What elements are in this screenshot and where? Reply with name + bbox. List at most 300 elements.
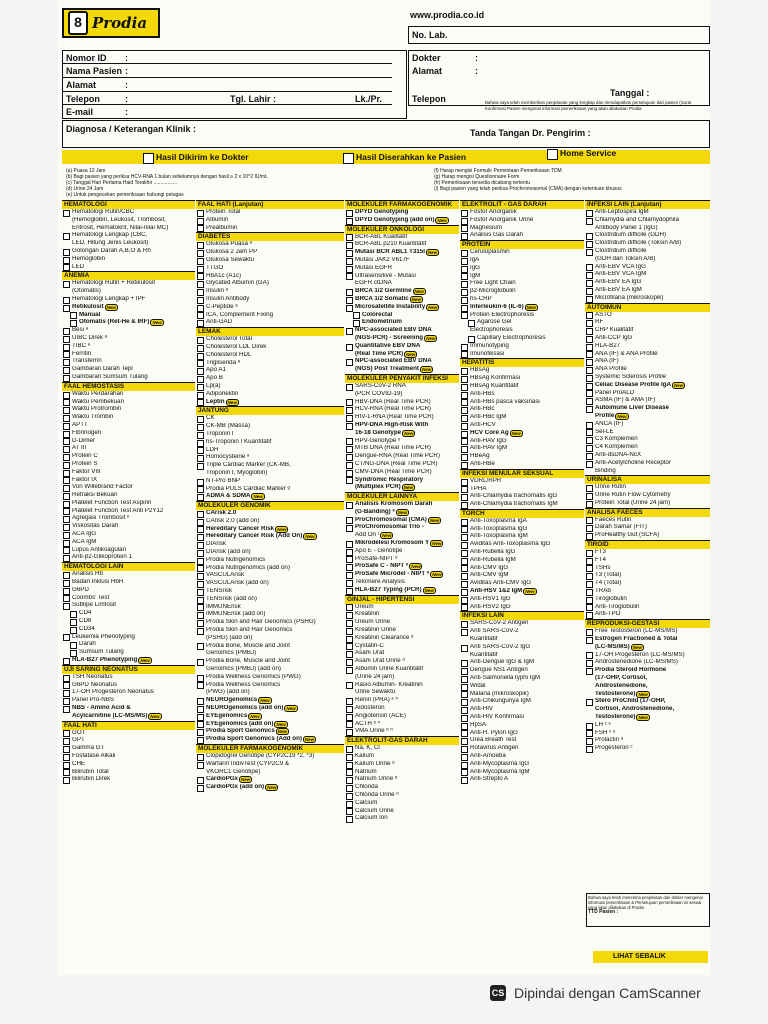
- test-checkbox[interactable]: [461, 668, 468, 675]
- test-item[interactable]: [62, 689, 195, 697]
- test-item[interactable]: [196, 753, 344, 761]
- test-item[interactable]: [62, 312, 195, 320]
- no-lab-field[interactable]: [408, 26, 710, 44]
- test-item[interactable]: [62, 296, 195, 304]
- test-checkbox[interactable]: [586, 525, 593, 532]
- test-checkbox[interactable]: [461, 550, 468, 557]
- test-item[interactable]: [460, 698, 584, 706]
- test-item[interactable]: [585, 628, 710, 636]
- test-checkbox[interactable]: [197, 250, 204, 257]
- test-item[interactable]: [585, 468, 710, 476]
- test-checkbox[interactable]: [461, 376, 468, 383]
- test-item[interactable]: [345, 501, 459, 509]
- test-checkbox[interactable]: [461, 699, 468, 706]
- test-item[interactable]: [345, 249, 459, 257]
- test-item[interactable]: [345, 327, 459, 335]
- test-item[interactable]: [585, 659, 710, 667]
- test-checkbox[interactable]: [461, 715, 468, 722]
- test-checkbox[interactable]: [197, 628, 204, 635]
- test-checkbox[interactable]: [461, 446, 468, 453]
- test-checkbox[interactable]: [346, 415, 353, 422]
- test-checkbox[interactable]: [346, 407, 353, 414]
- test-checkbox[interactable]: [461, 407, 468, 414]
- test-item[interactable]: [345, 800, 459, 808]
- test-checkbox[interactable]: [197, 659, 204, 666]
- test-item[interactable]: [585, 413, 710, 421]
- test-item[interactable]: [196, 643, 344, 651]
- test-item[interactable]: [345, 319, 459, 327]
- test-item[interactable]: [345, 414, 459, 422]
- test-item[interactable]: [460, 257, 584, 265]
- test-item[interactable]: [345, 280, 459, 288]
- test-checkbox[interactable]: [63, 698, 70, 705]
- test-checkbox[interactable]: [461, 769, 468, 776]
- test-item[interactable]: [196, 518, 344, 526]
- test-item[interactable]: [460, 541, 584, 549]
- test-item[interactable]: [460, 706, 584, 714]
- test-checkbox[interactable]: [346, 785, 353, 792]
- test-item[interactable]: [345, 296, 459, 304]
- test-checkbox[interactable]: [197, 320, 204, 327]
- test-item[interactable]: [585, 225, 710, 233]
- test-item[interactable]: [460, 580, 584, 588]
- test-item[interactable]: [585, 492, 710, 500]
- test-checkbox[interactable]: [586, 637, 593, 644]
- test-item[interactable]: [62, 697, 195, 705]
- test-item[interactable]: [585, 335, 710, 343]
- test-item[interactable]: [460, 683, 584, 691]
- home-service-option[interactable]: [546, 148, 616, 160]
- test-item[interactable]: [585, 397, 710, 405]
- test-checkbox[interactable]: [461, 415, 468, 422]
- test-checkbox[interactable]: [197, 463, 204, 470]
- test-item[interactable]: [460, 406, 584, 414]
- test-item[interactable]: [62, 358, 195, 366]
- test-checkbox[interactable]: [346, 454, 353, 461]
- test-item[interactable]: [585, 706, 710, 714]
- test-checkbox[interactable]: [586, 573, 593, 580]
- test-item[interactable]: [196, 241, 344, 249]
- test-checkbox[interactable]: [63, 423, 70, 430]
- test-item[interactable]: [460, 557, 584, 565]
- test-item[interactable]: [345, 769, 459, 777]
- test-checkbox[interactable]: [586, 485, 593, 492]
- test-item[interactable]: [460, 565, 584, 573]
- test-item[interactable]: [345, 689, 459, 697]
- test-item[interactable]: [196, 721, 344, 729]
- test-item[interactable]: [62, 461, 195, 469]
- test-checkbox[interactable]: [586, 668, 593, 675]
- test-checkbox[interactable]: [461, 519, 468, 526]
- test-checkbox[interactable]: [63, 634, 70, 641]
- test-checkbox[interactable]: [63, 297, 70, 304]
- test-item[interactable]: [585, 287, 710, 295]
- test-checkbox[interactable]: [346, 682, 353, 689]
- test-checkbox[interactable]: [461, 558, 468, 565]
- test-checkbox[interactable]: [63, 762, 70, 769]
- test-checkbox[interactable]: [63, 690, 70, 697]
- test-checkbox[interactable]: [197, 305, 204, 312]
- test-checkbox[interactable]: [63, 746, 70, 753]
- test-item[interactable]: [196, 383, 344, 391]
- test-checkbox[interactable]: [197, 440, 204, 447]
- test-item[interactable]: [345, 745, 459, 753]
- test-checkbox[interactable]: [63, 438, 70, 445]
- test-checkbox[interactable]: [586, 437, 593, 444]
- test-checkbox[interactable]: [346, 399, 353, 406]
- test-item[interactable]: [585, 714, 710, 722]
- test-item[interactable]: [460, 549, 584, 557]
- test-item[interactable]: [62, 248, 195, 256]
- test-checkbox[interactable]: [461, 250, 468, 257]
- test-checkbox[interactable]: [468, 336, 475, 343]
- test-item[interactable]: [62, 547, 195, 555]
- test-checkbox[interactable]: [197, 612, 204, 619]
- test-item[interactable]: [345, 469, 459, 477]
- test-item[interactable]: [345, 697, 459, 705]
- test-item[interactable]: [196, 273, 344, 281]
- test-checkbox[interactable]: [346, 651, 353, 658]
- test-item[interactable]: [345, 422, 459, 430]
- test-checkbox[interactable]: [586, 210, 593, 217]
- test-checkbox[interactable]: [586, 233, 593, 240]
- test-item[interactable]: [196, 635, 344, 643]
- test-checkbox[interactable]: [346, 762, 353, 769]
- test-checkbox[interactable]: [461, 266, 468, 273]
- test-checkbox[interactable]: [461, 225, 468, 232]
- test-item[interactable]: [460, 399, 584, 407]
- test-item[interactable]: [345, 445, 459, 453]
- test-item[interactable]: [196, 769, 344, 777]
- test-item[interactable]: [196, 447, 344, 455]
- test-item[interactable]: [345, 391, 459, 399]
- test-item[interactable]: [585, 565, 710, 573]
- test-checkbox[interactable]: [197, 337, 204, 344]
- test-checkbox[interactable]: [346, 808, 353, 815]
- test-checkbox[interactable]: [63, 470, 70, 477]
- test-checkbox[interactable]: [461, 494, 468, 501]
- test-checkbox[interactable]: [63, 344, 70, 351]
- test-checkbox[interactable]: [461, 462, 468, 469]
- test-item[interactable]: [62, 587, 195, 595]
- test-checkbox[interactable]: [461, 273, 468, 280]
- test-checkbox[interactable]: [346, 446, 353, 453]
- test-item[interactable]: [196, 296, 344, 304]
- test-checkbox[interactable]: [63, 485, 70, 492]
- test-checkbox[interactable]: [197, 714, 204, 721]
- test-item[interactable]: [196, 265, 344, 273]
- test-item[interactable]: [345, 548, 459, 556]
- test-item[interactable]: [345, 532, 459, 540]
- test-checkbox[interactable]: [346, 612, 353, 619]
- test-checkbox[interactable]: [346, 769, 353, 776]
- test-item[interactable]: [345, 358, 459, 366]
- test-checkbox[interactable]: [461, 479, 468, 486]
- test-checkbox[interactable]: [353, 312, 360, 319]
- test-checkbox[interactable]: [586, 746, 593, 753]
- test-item[interactable]: [345, 611, 459, 619]
- test-checkbox[interactable]: [197, 225, 204, 232]
- test-checkbox[interactable]: [197, 210, 204, 217]
- test-item[interactable]: [585, 248, 710, 256]
- test-checkbox[interactable]: [63, 210, 70, 217]
- test-checkbox[interactable]: [586, 629, 593, 636]
- test-checkbox[interactable]: [346, 556, 353, 563]
- test-checkbox[interactable]: [63, 367, 70, 374]
- test-checkbox[interactable]: [63, 351, 70, 358]
- test-checkbox[interactable]: [197, 273, 204, 280]
- test-checkbox[interactable]: [586, 328, 593, 335]
- test-checkbox[interactable]: [586, 517, 593, 524]
- test-item[interactable]: [196, 304, 344, 312]
- test-item[interactable]: [62, 508, 195, 516]
- test-item[interactable]: [345, 619, 459, 627]
- test-item[interactable]: [460, 620, 584, 628]
- test-item[interactable]: [62, 256, 195, 264]
- test-checkbox[interactable]: [197, 297, 204, 304]
- test-item[interactable]: [196, 572, 344, 580]
- test-item[interactable]: [196, 697, 344, 705]
- test-item[interactable]: [585, 279, 710, 287]
- test-checkbox[interactable]: [461, 581, 468, 588]
- test-checkbox[interactable]: [346, 470, 353, 477]
- test-item[interactable]: [585, 722, 710, 730]
- test-item[interactable]: [585, 256, 710, 264]
- test-item[interactable]: [345, 792, 459, 800]
- test-item[interactable]: [460, 478, 584, 486]
- test-checkbox[interactable]: [586, 581, 593, 588]
- test-item[interactable]: [196, 209, 344, 217]
- test-checkbox[interactable]: [197, 432, 204, 439]
- test-item[interactable]: [585, 549, 710, 557]
- test-checkbox[interactable]: [346, 659, 353, 666]
- test-item[interactable]: [585, 319, 710, 327]
- test-checkbox[interactable]: [461, 281, 468, 288]
- test-item[interactable]: [460, 383, 584, 391]
- test-item[interactable]: [345, 383, 459, 391]
- test-checkbox[interactable]: [197, 455, 204, 462]
- test-checkbox[interactable]: [63, 281, 70, 288]
- test-item[interactable]: [585, 217, 710, 225]
- test-checkbox[interactable]: [346, 729, 353, 736]
- test-item[interactable]: [196, 352, 344, 360]
- test-item[interactable]: [62, 634, 195, 642]
- test-checkbox[interactable]: [63, 508, 70, 515]
- test-item[interactable]: [345, 524, 459, 532]
- test-checkbox[interactable]: [346, 721, 353, 728]
- test-checkbox[interactable]: [586, 359, 593, 366]
- test-checkbox[interactable]: [70, 650, 77, 657]
- test-checkbox[interactable]: [461, 312, 468, 319]
- test-checkbox[interactable]: [197, 558, 204, 565]
- test-item[interactable]: [196, 360, 344, 368]
- test-checkbox[interactable]: [346, 517, 353, 524]
- test-item[interactable]: [460, 217, 584, 225]
- test-item[interactable]: [345, 257, 459, 265]
- test-checkbox[interactable]: [586, 612, 593, 619]
- test-checkbox[interactable]: [353, 320, 360, 327]
- test-checkbox[interactable]: [346, 706, 353, 713]
- test-checkbox[interactable]: [197, 447, 204, 454]
- test-item[interactable]: [196, 604, 344, 612]
- test-item[interactable]: [460, 753, 584, 761]
- test-checkbox[interactable]: [63, 249, 70, 256]
- test-item[interactable]: [62, 753, 195, 761]
- test-checkbox[interactable]: [346, 588, 353, 595]
- test-item[interactable]: [196, 736, 344, 744]
- test-checkbox[interactable]: [586, 344, 593, 351]
- test-checkbox[interactable]: [586, 550, 593, 557]
- test-checkbox[interactable]: [586, 699, 593, 706]
- test-item[interactable]: [62, 705, 195, 713]
- checkbox[interactable]: [343, 153, 354, 164]
- test-checkbox[interactable]: [461, 218, 468, 225]
- test-checkbox[interactable]: [461, 534, 468, 541]
- test-checkbox[interactable]: [461, 344, 468, 351]
- test-item[interactable]: [196, 611, 344, 619]
- test-checkbox[interactable]: [586, 288, 593, 295]
- test-checkbox[interactable]: [461, 762, 468, 769]
- test-checkbox[interactable]: [468, 320, 475, 327]
- test-checkbox[interactable]: [63, 305, 70, 312]
- test-item[interactable]: [460, 675, 584, 683]
- test-checkbox[interactable]: [63, 675, 70, 682]
- test-checkbox[interactable]: [63, 392, 70, 399]
- test-item[interactable]: [585, 444, 710, 452]
- test-checkbox[interactable]: [63, 493, 70, 500]
- test-item[interactable]: [585, 452, 710, 460]
- test-item[interactable]: [460, 438, 584, 446]
- test-item[interactable]: [585, 484, 710, 492]
- test-checkbox[interactable]: [586, 660, 593, 667]
- test-item[interactable]: [62, 391, 195, 399]
- test-item[interactable]: [196, 470, 344, 478]
- test-item[interactable]: [345, 399, 459, 407]
- test-item[interactable]: [460, 351, 584, 359]
- test-item[interactable]: [62, 641, 195, 649]
- test-checkbox[interactable]: [63, 257, 70, 264]
- test-checkbox[interactable]: [197, 424, 204, 431]
- test-checkbox[interactable]: [197, 368, 204, 375]
- test-item[interactable]: [345, 288, 459, 296]
- test-checkbox[interactable]: [63, 777, 70, 784]
- test-item[interactable]: [62, 554, 195, 562]
- test-checkbox[interactable]: [70, 611, 77, 618]
- test-item[interactable]: [345, 815, 459, 823]
- test-checkbox[interactable]: [461, 660, 468, 667]
- test-item[interactable]: [460, 391, 584, 399]
- test-checkbox[interactable]: [197, 542, 204, 549]
- test-item[interactable]: [345, 658, 459, 666]
- test-item[interactable]: [345, 713, 459, 721]
- test-item[interactable]: [196, 557, 344, 565]
- test-checkbox[interactable]: [461, 384, 468, 391]
- test-item[interactable]: [62, 500, 195, 508]
- test-item[interactable]: [196, 761, 344, 769]
- test-checkbox[interactable]: [346, 266, 353, 273]
- test-item[interactable]: [345, 728, 459, 736]
- test-item[interactable]: [585, 312, 710, 320]
- test-checkbox[interactable]: [63, 769, 70, 776]
- test-checkbox[interactable]: [461, 486, 468, 493]
- test-checkbox[interactable]: [586, 249, 593, 256]
- test-item[interactable]: [585, 611, 710, 619]
- test-item[interactable]: [345, 234, 459, 242]
- test-checkbox[interactable]: [70, 642, 77, 649]
- test-item[interactable]: [345, 571, 459, 579]
- test-checkbox[interactable]: [197, 289, 204, 296]
- test-item[interactable]: [460, 304, 584, 312]
- test-item[interactable]: [460, 572, 584, 580]
- test-checkbox[interactable]: [461, 645, 468, 652]
- test-item[interactable]: [585, 588, 710, 596]
- test-checkbox[interactable]: [197, 486, 204, 493]
- test-checkbox[interactable]: [197, 345, 204, 352]
- test-item[interactable]: [345, 556, 459, 564]
- test-item[interactable]: [585, 644, 710, 652]
- test-item[interactable]: [345, 635, 459, 643]
- test-item[interactable]: [196, 319, 344, 327]
- test-checkbox[interactable]: [461, 289, 468, 296]
- test-item[interactable]: [345, 776, 459, 784]
- test-item[interactable]: [460, 526, 584, 534]
- test-item[interactable]: [585, 524, 710, 532]
- test-checkbox[interactable]: [197, 620, 204, 627]
- test-item[interactable]: [585, 429, 710, 437]
- test-checkbox[interactable]: [346, 438, 353, 445]
- test-checkbox[interactable]: [346, 218, 353, 225]
- test-item[interactable]: [196, 439, 344, 447]
- test-checkbox[interactable]: [197, 258, 204, 265]
- test-checkbox[interactable]: [197, 218, 204, 225]
- test-item[interactable]: [345, 604, 459, 612]
- test-item[interactable]: [196, 454, 344, 462]
- deliver-doctor-option[interactable]: [142, 152, 249, 164]
- test-item[interactable]: [196, 713, 344, 721]
- test-checkbox[interactable]: [197, 643, 204, 650]
- test-checkbox[interactable]: [346, 297, 353, 304]
- test-checkbox[interactable]: [63, 431, 70, 438]
- test-item[interactable]: [196, 217, 344, 225]
- test-item[interactable]: [196, 658, 344, 666]
- test-item[interactable]: [62, 422, 195, 430]
- test-item[interactable]: [585, 667, 710, 675]
- test-checkbox[interactable]: [586, 501, 593, 508]
- test-item[interactable]: [345, 509, 459, 517]
- test-item[interactable]: [460, 776, 584, 784]
- test-item[interactable]: [345, 209, 459, 217]
- test-item[interactable]: [460, 461, 584, 469]
- test-item[interactable]: [196, 336, 344, 344]
- test-item[interactable]: [62, 492, 195, 500]
- test-item[interactable]: [62, 232, 195, 240]
- test-checkbox[interactable]: [63, 524, 70, 531]
- test-item[interactable]: [345, 650, 459, 658]
- test-checkbox[interactable]: [346, 636, 353, 643]
- test-checkbox[interactable]: [197, 762, 204, 769]
- test-item[interactable]: [196, 312, 344, 320]
- test-item[interactable]: [460, 445, 584, 453]
- test-item[interactable]: [345, 517, 459, 525]
- test-item[interactable]: [460, 596, 584, 604]
- test-checkbox[interactable]: [586, 730, 593, 737]
- test-item[interactable]: [62, 737, 195, 745]
- test-item[interactable]: [345, 453, 459, 461]
- test-item[interactable]: [196, 541, 344, 549]
- test-checkbox[interactable]: [346, 234, 353, 241]
- test-checkbox[interactable]: [461, 233, 468, 240]
- test-checkbox[interactable]: [63, 336, 70, 343]
